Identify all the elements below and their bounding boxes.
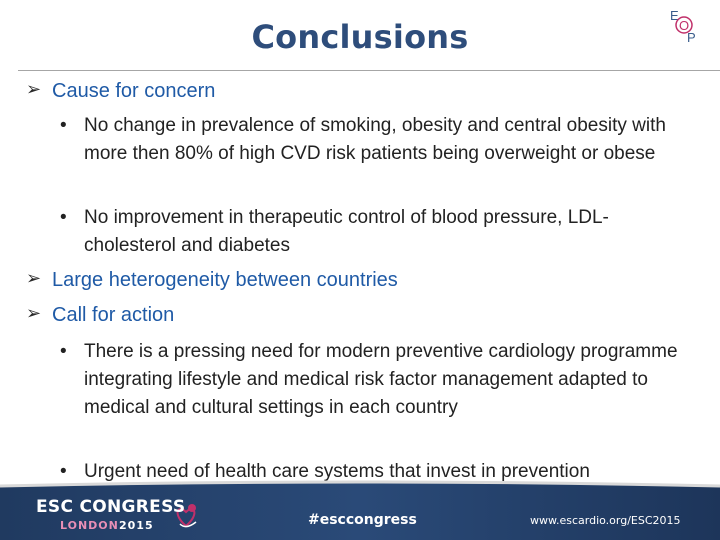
logo-letter-o: O (679, 18, 690, 33)
sub-bullet-no-improvement (60, 204, 700, 260)
congress-url: www.escardio.org/ESC2015 (530, 514, 681, 527)
sub-bullet-text: Urgent need of health care systems that invest in prevention (84, 461, 590, 482)
sub-bullet-text: There is a pressing need for modern preventive cardiology programme integrating lifestyle and medical risk factor management adapted to medical and cultural settings in each country (84, 341, 678, 418)
bullet-text: Call for action (52, 304, 175, 326)
dot-bullet-icon: • (60, 207, 67, 228)
congress-hashtag: #esccongress (308, 512, 417, 528)
bullet-text: Large heterogeneity between countries (52, 269, 398, 291)
title-divider (18, 70, 720, 71)
sub-bullet-text: No improvement in therapeutic control of blood pressure, LDL-cholesterol and diabetes (84, 207, 609, 256)
sub-bullet-text: No change in prevalence of smoking, obesity and central obesity with more then 80% of high CVD risk patients being overweight or obese (84, 115, 666, 164)
logo-letter-e: E (670, 8, 679, 23)
eaprp-logo-icon (668, 6, 702, 48)
arrow-bullet-icon: ➢ (26, 303, 42, 323)
arrow-bullet-icon: ➢ (26, 79, 42, 99)
congress-name: ESC CONGRESS (36, 497, 186, 517)
congress-city: LONDON (60, 519, 119, 532)
arrow-bullet-icon: ➢ (26, 268, 42, 288)
dot-bullet-icon: • (60, 461, 67, 482)
bullet-text: Cause for concern (52, 80, 216, 102)
sub-bullet-no-change (60, 112, 700, 168)
dot-bullet-icon: • (60, 115, 67, 136)
esc-congress-footer (0, 468, 720, 540)
slide-title: Conclusions (251, 18, 469, 56)
dot-bullet-icon: • (60, 341, 67, 362)
congress-year: 2015 (119, 519, 154, 532)
sub-bullet-pressing-need (60, 338, 700, 422)
logo-letter-p: P (687, 30, 696, 45)
